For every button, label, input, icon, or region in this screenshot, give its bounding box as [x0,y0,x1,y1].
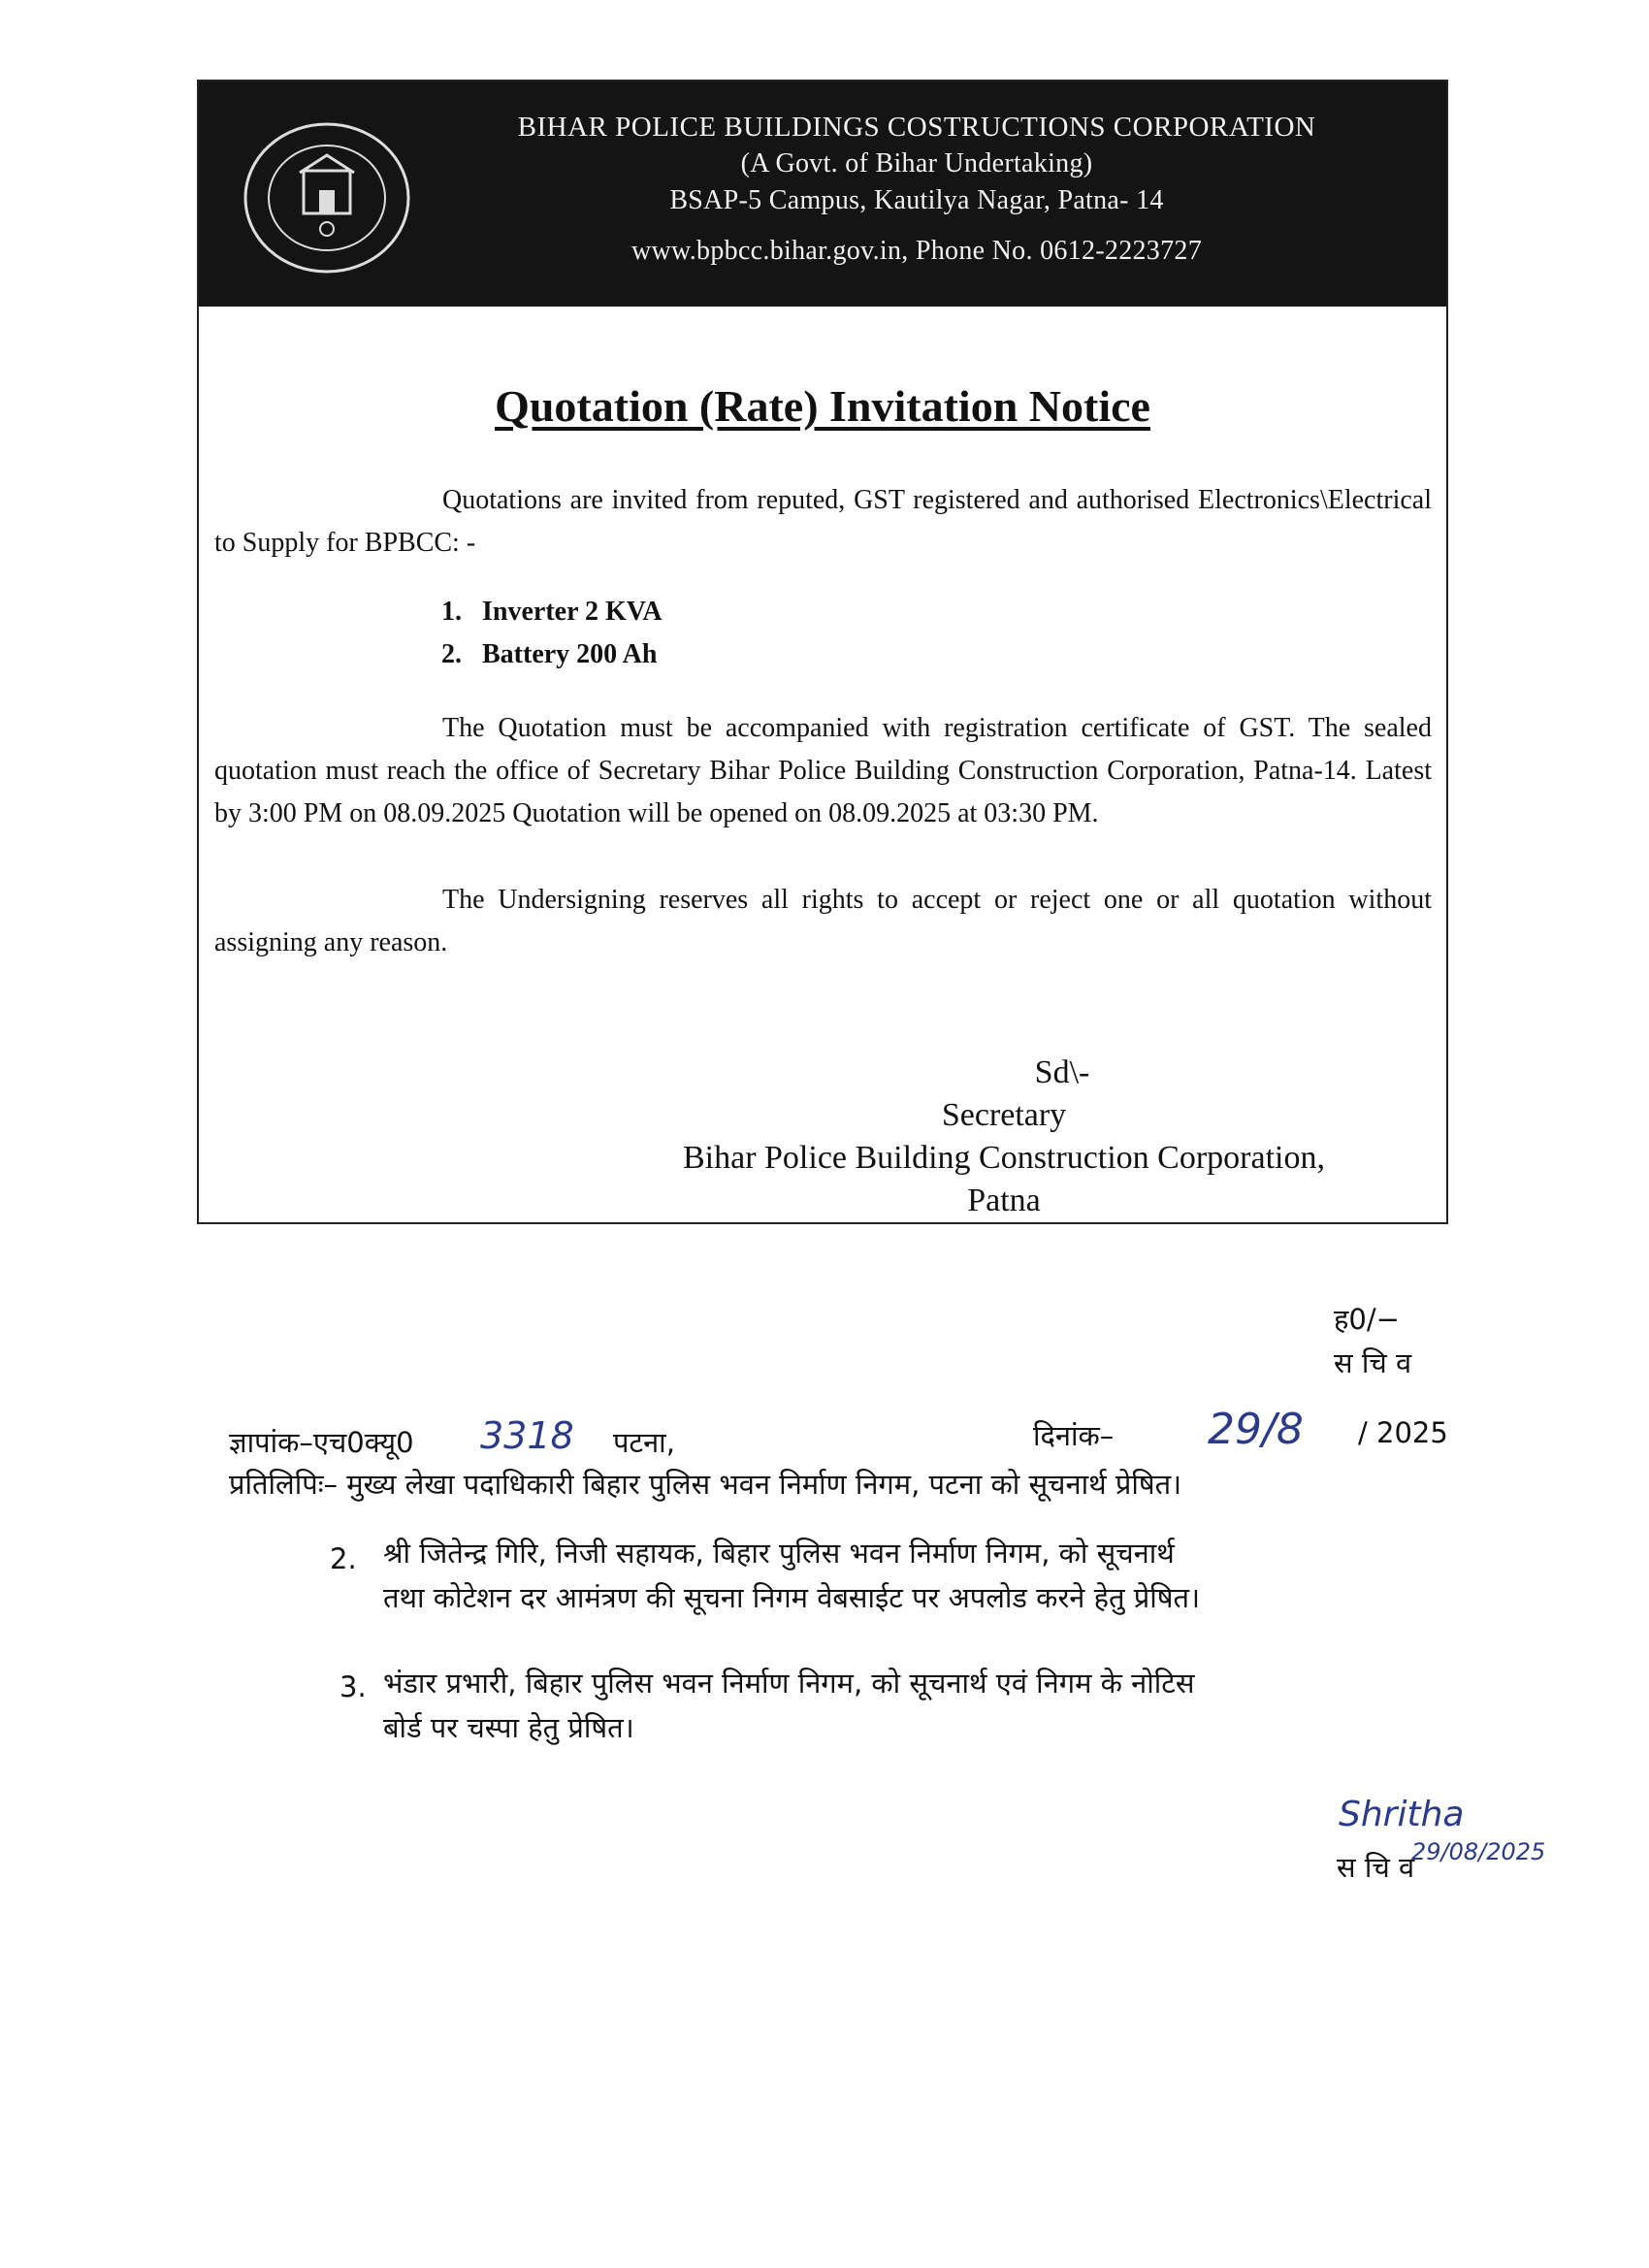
copy-item-3-number: 3. [340,1670,367,1703]
intro-text: Quotations are invited from reputed, GST registered and authorised Electronics\Electrical to Supply for BPBCC: - [214,485,1432,558]
notice-frame [197,80,1448,1224]
corporation-seal-icon [242,120,412,275]
rights-paragraph: The Undersigning reserves all rights to accept or reject one or all quotation without assigning any reason. [214,885,1432,957]
handwritten-date: 29/8 [1208,1405,1304,1454]
letterhead [199,81,1446,307]
sachiv-top: स चि व [1334,1346,1412,1379]
signature-block [606,1052,1402,1222]
list-item: 2. Battery 200 Ah [441,639,658,669]
copy-line: प्रतिलिपिः– मुख्य लेखा पदाधिकारी बिहार पुलिस भवन निर्माण निगम, पटना को सूचनार्थ प्रेषित। [229,1468,1182,1501]
signatory-designation: Secretary [941,1097,1067,1133]
memo-number: 3318 [480,1414,574,1457]
copy-item-2: श्री जितेन्द्र गिरि, निजी सहायक, बिहार पुलिस भवन निर्माण निगम, को सूचनार्थ तथा कोटेशन दर आमंत्रण की सूचना निगम वेबसाईट पर अपलोड करने हेतु प्रेषित। [383,1537,1201,1614]
copy-item-3: भंडार प्रभारी, बिहार पुलिस भवन निर्माण निगम, को सूचनार्थ एवं निगम के नोटिस बोर्ड पर चस्पा हेतु प्रेषित। [383,1667,1195,1744]
intro-paragraph [214,479,1432,565]
items-list [441,591,663,676]
handwritten-sign-date: 29/08/2025 [1411,1838,1546,1865]
org-contact: www.bpbcc.bihar.gov.in, Phone No. 0612-2223727 [631,236,1202,266]
org-subtitle: (A Govt. of Bihar Undertaking) [740,148,1093,178]
notice-title: Quotation (Rate) Invitation Notice [495,381,1150,431]
signatory-org: Bihar Police Building Construction Corporation, [682,1140,1325,1176]
memo-city: पटना, [613,1426,675,1459]
signatory-city: Patna [967,1183,1041,1218]
org-address: BSAP-5 Campus, Kautilya Nagar, Patna- 14 [669,185,1164,215]
sd-mark: Sd\- [1034,1054,1090,1090]
list-item: 1. Inverter 2 KVA [441,597,663,627]
letterhead-text [480,109,1353,270]
org-name: BIHAR POLICE BUILDINGS COSTRUCTIONS CORPORATION [517,112,1316,143]
date-year: / 2025 [1358,1416,1448,1449]
conditions-paragraph: The Quotation must be accompanied with registration certificate of GST. The sealed quotation must reach the office of Secretary Bihar Police Building Construction Corporation, Patna-14. Latest by 3:00 PM on 08.09.2025 Quotation will be opened on 08.09.2025 at 03:30 PM. [214,713,1432,828]
handwritten-initials: Shritha [1339,1795,1465,1834]
sachiv-bottom: स चि व [1337,1851,1415,1884]
ho-mark: ह0/− [1334,1303,1400,1336]
date-label: दिनांक– [1033,1419,1115,1452]
memo-label: ज्ञापांक–एच0क्यू0 [229,1426,414,1459]
copy-item-2-number: 2. [330,1542,357,1575]
